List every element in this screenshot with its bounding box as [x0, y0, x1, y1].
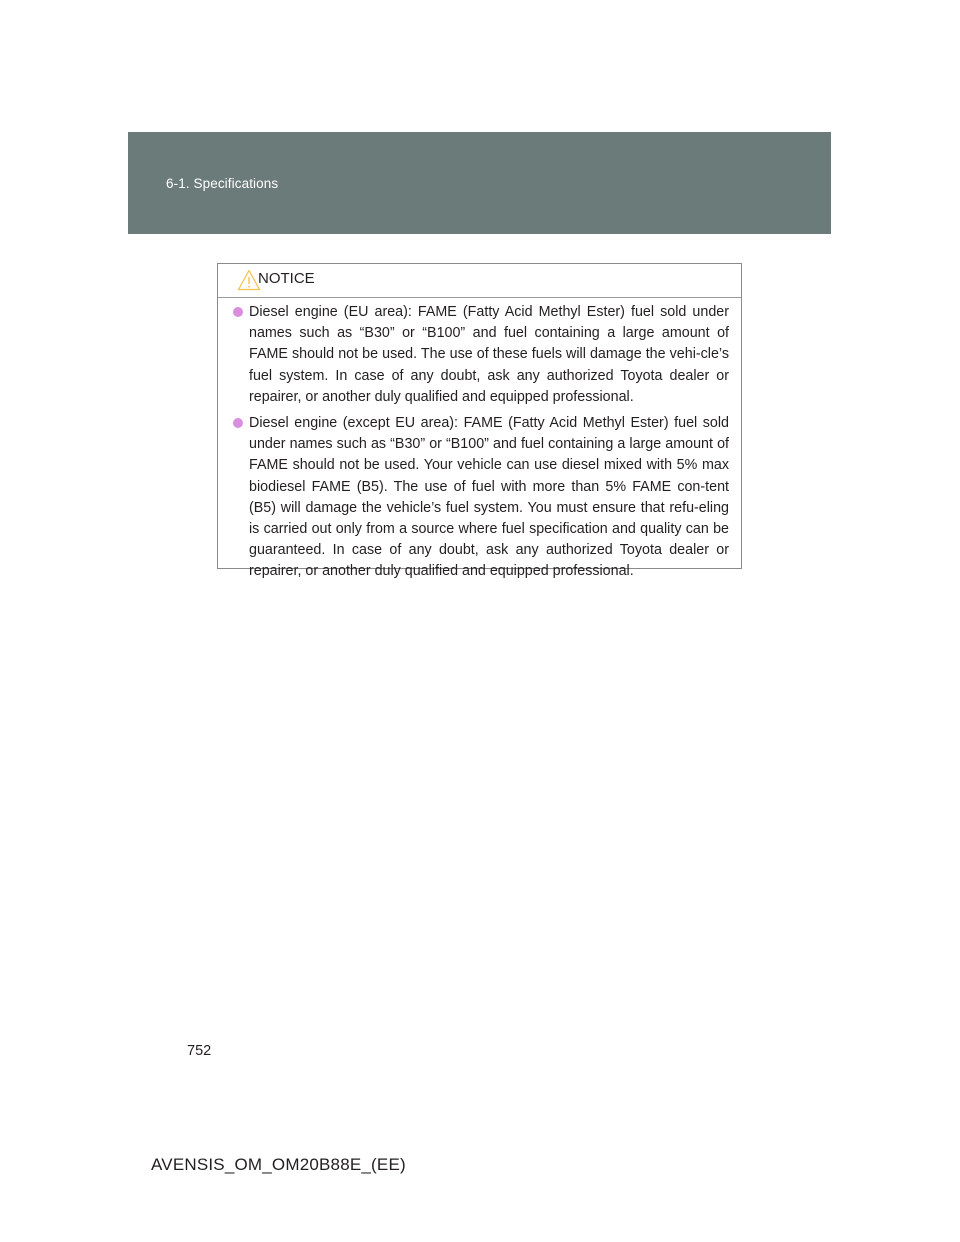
bullet-icon: [233, 307, 243, 317]
notice-box: [217, 263, 742, 580]
section-header-band: [128, 132, 831, 234]
section-title: 6-1. Specifications: [166, 176, 279, 191]
notice-title: NOTICE: [258, 270, 315, 287]
notice-item-text: Diesel engine (EU area): FAME (Fatty Acid Methyl Ester) fuel sold under names such as “B30” or “B100” and fuel containing a large amount of FAME should not be used. The use of these fuels will damage the vehi-cle’s fuel system. In case of any doubt, ask any authorized Toyota dealer or repairer, or another duly qualified and equipped professional.: [249, 304, 729, 405]
notice-divider: [218, 297, 741, 298]
notice-item-text: Diesel engine (except EU area): FAME (Fatty Acid Methyl Ester) fuel sold under names such as “B30” or “B100” and fuel containing a large amount of FAME should not be used. Your vehicle can use diesel mixed with 5% max biodiesel FAME (B5). The use of fuel with more than 5% FAME con-tent (B5) will damage the vehicle’s fuel system. You must ensure that refu-eling is carried out only from a source where fuel specification and quality can be guaranteed. In case of any doubt, ask any authorized Toyota dealer or repairer, or another duly qualified and equipped professional.: [249, 415, 729, 580]
document-id: AVENSIS_OM_OM20B88E_(EE): [151, 1155, 406, 1174]
notice-item: [227, 302, 729, 408]
notice-header: [218, 264, 741, 297]
notice-item: [227, 413, 729, 583]
bullet-icon: [233, 418, 243, 428]
page-number: 752: [187, 1043, 212, 1059]
notice-list: [227, 302, 729, 588]
